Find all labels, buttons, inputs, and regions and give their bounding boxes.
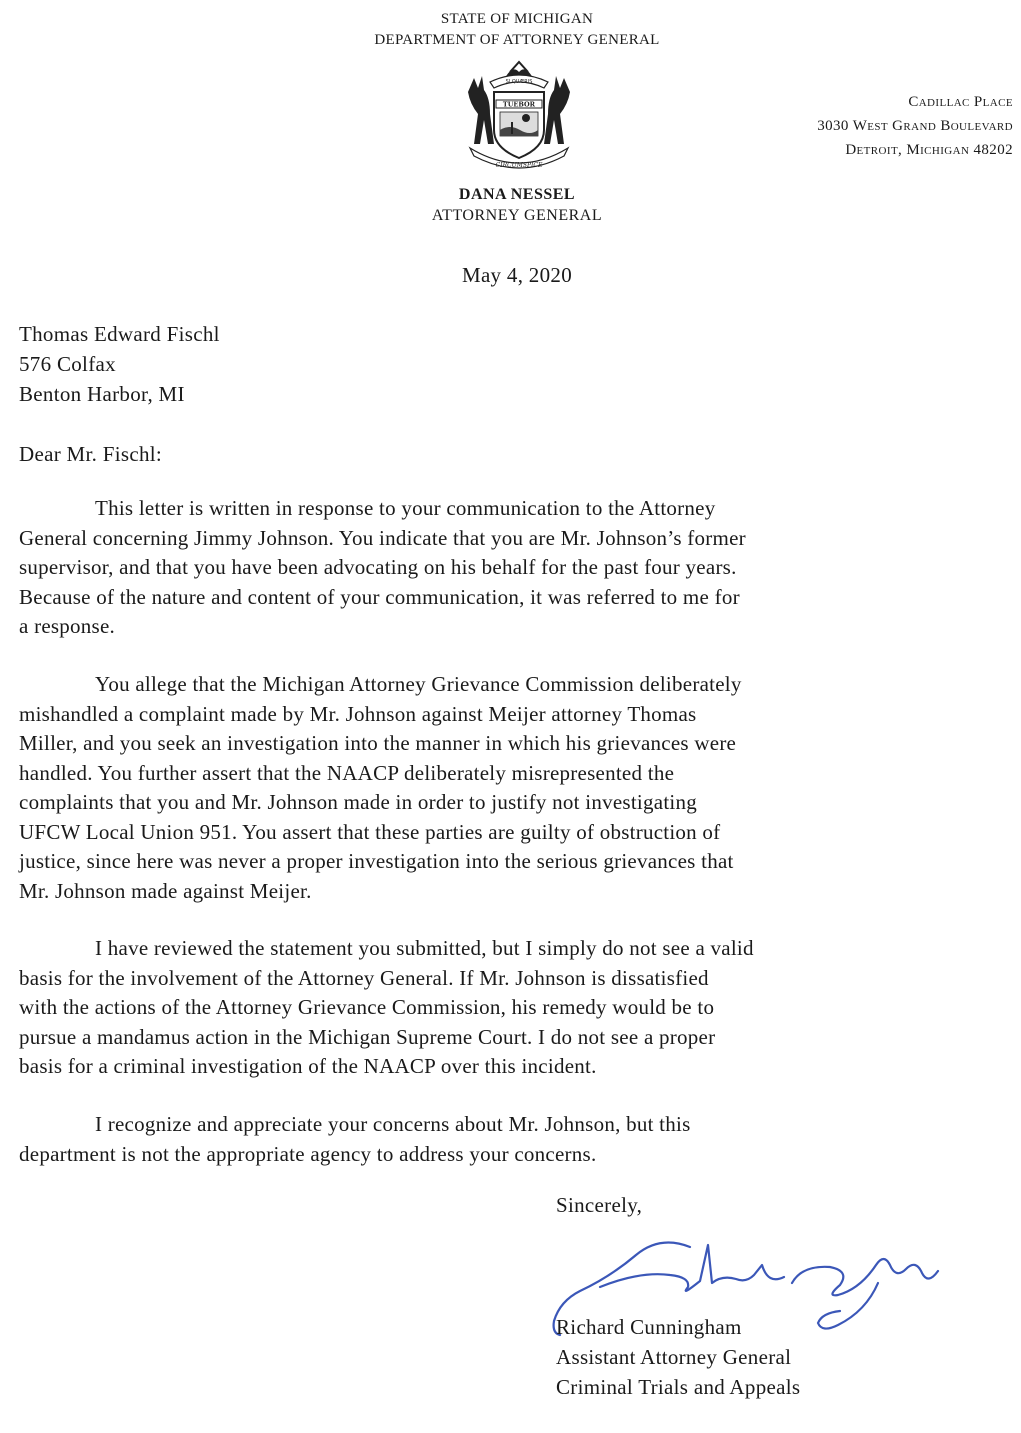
address-line-1: Cadillac Place <box>908 94 1013 110</box>
paragraph-line: UFCW Local Union 951. You assert that these parties are guilty of obstruction of <box>19 819 721 844</box>
paragraph-2 <box>19 670 1015 906</box>
paragraph-line: supervisor, and that you have been advocating on his behalf for the past four years. <box>19 555 737 579</box>
svg-text:SI QUÆRIS: SI QUÆRIS <box>505 79 533 85</box>
paragraph-line: justice, since here was never a proper investigation into the serious grievances that <box>19 849 734 873</box>
signatory-name: Richard Cunningham <box>556 1315 742 1339</box>
paragraph-line: This letter is written in response to your communication to the Attorney <box>95 496 716 520</box>
paragraph-line: I have reviewed the statement you submitted, but I simply do not see a valid <box>95 936 754 960</box>
paragraph-line: basis for a criminal investigation of the NAACP over this incident. <box>19 1054 597 1078</box>
paragraph-3 <box>19 934 1015 1082</box>
paragraph-line: a response. <box>19 614 116 638</box>
paragraph-line: I recognize and appreciate your concerns about Mr. Johnson, but this <box>95 1112 691 1136</box>
paragraph-line: You allege that the Michigan Attorney Grievance Commission deliberately <box>95 672 742 696</box>
signatory-division: Criminal Trials and Appeals <box>556 1375 801 1399</box>
state-heading: STATE OF MICHIGAN <box>440 11 594 27</box>
attorney-general-title: ATTORNEY GENERAL <box>431 207 603 224</box>
recipient-city: Benton Harbor, MI <box>19 382 185 406</box>
signatory-title: Assistant Attorney General <box>556 1345 792 1369</box>
paragraph-4 <box>19 1110 1015 1169</box>
attorney-general-name: DANA NESSEL <box>458 186 576 203</box>
paragraph-line: department is not the appropriate agency to address your concerns. <box>19 1141 597 1166</box>
paragraph-line: with the actions of the Attorney Grievance Commission, his remedy would be to <box>19 995 715 1019</box>
address-line-2: 3030 West Grand Boulevard <box>817 118 1013 134</box>
closing: Sincerely, <box>556 1193 643 1217</box>
recipient-street: 576 Colfax <box>19 352 116 376</box>
paragraph-line: complaints that you and Mr. Johnson made in order to justify not investigating <box>19 790 698 814</box>
svg-text:TUEBOR: TUEBOR <box>502 100 536 109</box>
michigan-seal-icon <box>460 58 578 174</box>
address-line-3: Detroit, Michigan 48202 <box>845 142 1013 158</box>
recipient-name: Thomas Edward Fischl <box>19 322 220 346</box>
paragraph-line: Mr. Johnson made against Meijer. <box>19 878 312 903</box>
paragraph-line: General concerning Jimmy Johnson. You indicate that you are Mr. Johnson’s former <box>19 525 746 550</box>
paragraph-line: mishandled a complaint made by Mr. Johnson against Meijer attorney Thomas <box>19 701 697 726</box>
paragraph-line: Miller, and you seek an investigation into the manner in which his grievances were <box>19 731 737 755</box>
paragraph-1 <box>19 494 1015 642</box>
paragraph-line: Because of the nature and content of your communication, it was referred to me for <box>19 584 740 609</box>
letter-date: May 4, 2020 <box>461 263 573 287</box>
svg-text:CIRCUMSPICE: CIRCUMSPICE <box>495 162 543 169</box>
department-heading: DEPARTMENT OF ATTORNEY GENERAL <box>374 32 660 48</box>
salutation: Dear Mr. Fischl: <box>19 442 163 466</box>
paragraph-line: pursue a mandamus action in the Michigan Supreme Court. I do not see a proper <box>19 1024 716 1049</box>
paragraph-line: handled. You further assert that the NAACP deliberately misrepresented the <box>19 760 675 785</box>
paragraph-line: basis for the involvement of the Attorney General. If Mr. Johnson is dissatisfied <box>19 965 709 990</box>
